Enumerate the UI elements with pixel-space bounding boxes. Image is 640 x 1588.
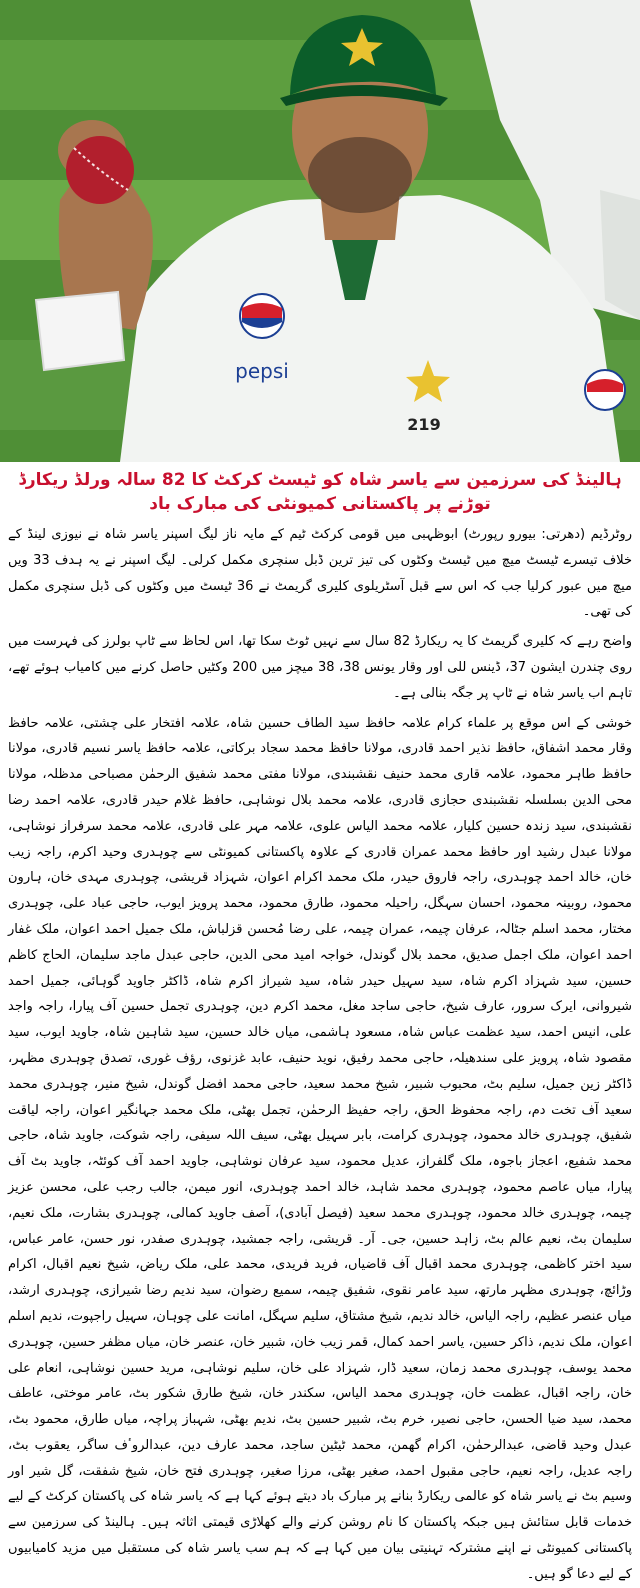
hero-photo [0, 0, 640, 462]
wristband [36, 292, 124, 370]
shirt-number: 219 [407, 415, 441, 434]
cricketer-illustration [0, 0, 640, 462]
cricket-ball [66, 136, 134, 204]
paragraph-intro: روٹرڈیم (دھرتی: بیورو رپورٹ) ابوظہبی میں قومی کرکٹ ٹیم کے مایہ ناز لیگ اسپنر یاسر شاہ نے نیوزی لینڈ کے خلاف تیسرے ٹیسٹ میچ میں ٹیسٹ وکٹوں کی تیز ترین ڈبل سنچری مکمل کرلی۔ لیگ اسپنر نے یہ ہدف 33 ویں میچ میں عبور کرلیا جب کہ اس سے قبل آسٹریلوی کلیری گریمٹ نے 36 ٹیسٹ میں وکٹوں کی ڈبل سنچری مکمل کی تھی۔ [8, 527, 632, 620]
headline: ہالینڈ کی سرزمین سے یاسر شاہ کو ٹیسٹ کرکٹ کا 82 سالہ ورلڈ ریکارڈ توڑنے پر پاکستانی کمیونٹی کی مبارک باد [18, 470, 622, 514]
article-body [0, 462, 640, 1588]
paragraph-community: خوشی کے اس موقع پر علماء کرام علامہ حافظ سید الطاف حسین شاہ، علامہ افتخار علی چشتی، علامہ حافظ وقار محمد اشفاق، حافظ نذیر احمد قادری، مولانا حافظ محمد سجاد برکاتی، علامہ حافظ یاسر نسیم قادری، مولانا حافظ طاہر محمود، علامہ قاری محمد حنیف نقشبندی، مولانا مفتی محمد شفیق الرحمٰن مصباحی مدظلہ، مولانا محی الدین بسلسلہ نقشبندی حجازی قادری، علامہ محمد بلال نوشاہی، حافظ غلام حیدر قادری، علامہ احمد رضا نقشبندی، سید زندہ حسین کلیار، علامہ محمد الیاس علوی، علامہ مہر علی قادری، علامہ محمد سرفراز نوشاہی، مولانا عبدل رشید اور حافظ محمد عمران قادری کے علاوہ پاکستانی کمیونٹی سے چوہدری وحید اکرم، راجہ زیب خان، خالد احمد چوہدری، راجہ فاروق حیدر، ملک محمد اکرام اعوان، شہزاد قریشی، چوہدری مہدی خان، ہارون محمود، روبینہ محمود، احسان سہگل، راحیلہ محمود، طارق محمود، محمد پرویز ایوب، حاجی عباد علی، چوہدری مختار، محمد اسلم جٹالہ، عرفان چیمہ، عمران چیمہ، علی رضا مُحسن قزلباش، ملک جمیل احمد اعوان، ملک غفار احمد اعوان، ملک اجمل صدیق، محمد بلال گوندل، خواجہ امید محی الدین، حاجی عبدل ماجد سلیمان، الحاج کاظم حسین، سید شہزاد اکرم شاہ، سید سہیل حیدر شاہ، سید شیراز اکرم شاہ، ڈاکٹر جاوید گوہائی، جمیل احمد شیروانی، ایرک سرور، عارف شیخ، حاجی ساجد مغل، محمد اکرم دین، چوہدری تجمل حسین آف پیارا، راجہ واجد علی، انیس احمد، سید عظمت عباس شاہ، مسعود ہاشمی، میاں خالد حسین، سید شاہین شاہ، جاوید ایوب، سید مقصود شاہ، پرویز علی سندھیلہ، حاجی محمد رفیق، نوید حنیف، عابد غزنوی، رؤف غوری، تصدق چوہدری مظہر، ڈاکٹر زین جمیل، سلیم بٹ، محبوب شبیر، شیخ محمد سعید، حاجی محمد افضل گوندل، شیخ منیر، چوہدری محمد سعید آف تخت دم، راجہ محفوظ الحق، راجہ حفیظ الرحمٰن، تجمل بھٹی، ملک محمد جہانگیر اعوان، راجہ لیاقت شفیق، چوہدری خالد محمود، چوہدری کرامت، بابر سہیل بھٹی، سیف اللہ سیفی، راجہ شوکت، جاوید شاہ، حاجی محمد شفیع، اعجاز باجوہ، ملک گلفراز، عدیل محمود، سید عرفان نوشاہی، جاوید احمد آف کوئٹہ، جاوید بٹ آف پیارا، میاں عاصم محمود، چوہدری محمد شاہد، خالد احمد چوہدری، انور میمن، جالب رجب علی، محسن عزیز چیمہ، چوہدری خالد محمود، چوہدری محمد سعید (فیصل آبادی)، آصف جاوید کمالی، چوہدری بشارت، ملک نعیم، سلیمان بٹ، نعیم عالم بٹ، زاہد حسین، جی۔ آر۔ قریشی، راجہ جمشید، چوہدری صفدر، نور حسن، عامر عباس، سید اختر کاظمی، چوہدری محمد اقبال آف قاضیاں، فرید فریدی، محمد علی، ملک ریاض، شیخ نعیم اقبال، اکرام وڑائچ، چوہدری مظہر مارتھ، سید عامر نقوی، شفیق چیمہ، سمیع رضوان، سید ندیم رضا شیرازی، چوہدری ارشد، میاں عنصر عظیم، راجہ الیاس، خالد ندیم، شیخ مشتاق، سلیم سہگل، امانت علی چوہان، سہیل راجپوت، ندیم اسلم اعوان، ملک ندیم، ذاکر حسین، یاسر احمد کمال، قمر زیب خان، شبیر خان، عنصر خان، میاں مظفر حسین، چوہدری محمد یوسف، چوہدری محمد زمان، سعید ڈار، شہزاد علی خان، سلیم نوشاہی، مرید حسین نوشاہی، انعام علی خان، راجہ اقبال، عظمت خان، چوہدری محمد الیاس، سکندر خان، شیخ طارق شکور بٹ، عامر موختی، عاطف محمد، سید ضیا الحسن، حاجی نصیر، خرم بٹ، شبیر حسین بٹ، ندیم بھٹی، شہباز پراچہ، میاں طارق، محمود بٹ، عبدل وحید قاضی، عبدالرحمٰن، اکرام گھمن، محمد ٹیٹین ساجد، محمد عارف دین، عبدالروٴف ساگر، یعقوب بٹ، راجہ عدیل، راجہ نعیم، حاجی مقبول احمد، صغیر بھٹی، مرزا صغیر، چوہدری فتح خان، شیخ شفقت، گل شیر اور وسیم بٹ نے یاسر شاہ کو عالمی ریکارڈ بنانے پر مبارک باد دیتے ہوئے کہا ہے کہ یاسر شاہ کی پاکستان کرکٹ کے لیے خدمات قابل ستائش ہیں جبکہ پاکستان کا نام روشن کرنے والے کھلاڑی قیمتی اثاثہ ہیں۔ ہالینڈ کی سرزمین سے پاکستانی کمیونٹی نے اپنے مشترکہ تہنیتی بیان میں کہا ہے کہ ہم سب یاسر شاہ کی مستقبل میں مزید کامیابیوں کے لیے دعا گو ہیں۔ [8, 715, 632, 1582]
shirt-sponsor: pepsi [235, 359, 289, 383]
paragraph-record: واضح رہے کہ کلیری گریمٹ کا یہ ریکارڈ 82 سال سے نہیں ٹوٹ سکا تھا، اس لحاظ سے ٹاپ بولرز کی فہرست میں روی چندرن ایشون 37، ڈینس للی اور وقار یونس 38، 38 میچز میں 200 وکٹیں حاصل کرنے میں کامیاب ہوئے تھے، تاہم اب یاسر شاہ نے ٹاپ پر جگہ بنالی ہے۔ [8, 634, 633, 701]
